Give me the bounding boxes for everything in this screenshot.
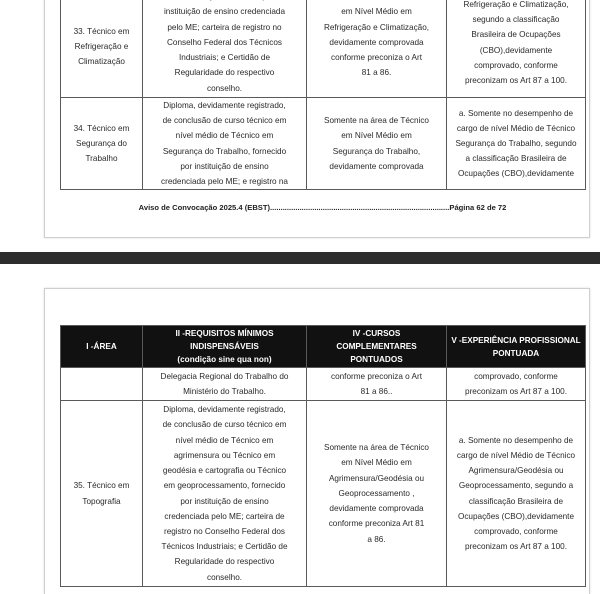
footer-dots: ..................................................................................... <box>270 203 450 212</box>
experiencia-cell: comprovado, conforme preconizam os Art 87 a 100. <box>447 368 586 401</box>
table-row <box>61 368 586 401</box>
footer-page-number: Página 62 de 72 <box>449 203 507 212</box>
cursos-cell: Somente na área de Técnico em Nível Médio em Agrimensura/Geodésia ou Geoprocessamento , devidamente comprovada conforme preconiza Art 81 a 86. <box>307 401 447 587</box>
header-area: I -ÁREA <box>61 326 143 368</box>
requirements-table <box>60 325 586 587</box>
header-requisitos: II -REQUISITOS MÍNIMOS INDISPENSÁVEIS (condição sine qua non) <box>143 326 307 368</box>
cursos-cell: em Nível Médio em Refrigeração e Climatização, devidamente comprovada conforme preconiza o Art 81 a 86. <box>307 0 447 98</box>
header-cursos: IV -CURSOS COMPLEMENTARES PONTUADOS <box>307 326 447 368</box>
area-cell <box>61 368 143 401</box>
page-footer <box>60 203 585 212</box>
requisitos-cell: instituição de ensino credenciada pelo ME; carteira de registro no Conselho Federal dos Técnicos Industriais; e Certidão de Regularidade do respectivo conselho. <box>143 0 307 98</box>
area-cell: 33. Técnico em Refrigeração e Climatização <box>61 0 143 98</box>
experiencia-cell: a. Somente no desempenho de cargo de nível Médio de Técnico Agrimensura/Geodésia ou Geoprocessamento, segundo a classificação Brasileira de Ocupações (CBO),devidamente comprovado, conforme preconizam os Art 87 a 100. <box>447 401 586 587</box>
footer-notice-title: Aviso de Convocação 2025.4 (EBST) <box>138 203 271 212</box>
requisitos-cell: Delegacia Regional do Trabalho do Ministério do Trabalho. <box>143 368 307 401</box>
area-cell: 34. Técnico em Segurança do Trabalho <box>61 98 143 190</box>
document-page-upper <box>44 0 590 238</box>
cursos-cell: conforme preconiza o Art 81 a 86.. <box>307 368 447 401</box>
requisitos-cell: Diploma, devidamente registrado, de conclusão de curso técnico em nível médio de Técnico em agrimensura ou Técnico em geodésia e cartografia ou Técnico em geoprocessamento, fornecido por instituição de ensino credenciada pelo ME; carteira de registro no Conselho Federal dos Técnicos Industriais; e Certidão de Regularidade do respectivo conselho. <box>143 401 307 587</box>
table-row <box>61 401 586 587</box>
experiencia-cell: a. Somente no desempenho de cargo de nível Médio de Técnico Segurança do Trabalho, segundo a classificação Brasileira de Ocupações (CBO),devidamente <box>447 98 586 190</box>
table-header-row <box>61 326 586 368</box>
requirements-table-continued <box>60 0 586 190</box>
experiencia-cell: Refrigeração e Climatização, segundo a classificação Brasileira de Ocupações (CBO),devidamente comprovado, conforme preconizam os Art 87 a 100. <box>447 0 586 98</box>
table-row <box>61 98 586 190</box>
page-separator <box>0 252 600 264</box>
table-row <box>61 0 586 98</box>
document-page-lower <box>44 288 590 594</box>
area-cell: 35. Técnico em Topografia <box>61 401 143 587</box>
requisitos-cell: Diploma, devidamente registrado, de conclusão de curso técnico em nível médio de Técnico em Segurança do Trabalho, fornecido por instituição de ensino credenciada pelo ME; e registro na <box>143 98 307 190</box>
cursos-cell: Somente na área de Técnico em Nível Médio em Segurança do Trabalho, devidamente comprovada <box>307 98 447 190</box>
header-experiencia: V -EXPERIÊNCIA PROFISSIONAL PONTUADA <box>447 326 586 368</box>
